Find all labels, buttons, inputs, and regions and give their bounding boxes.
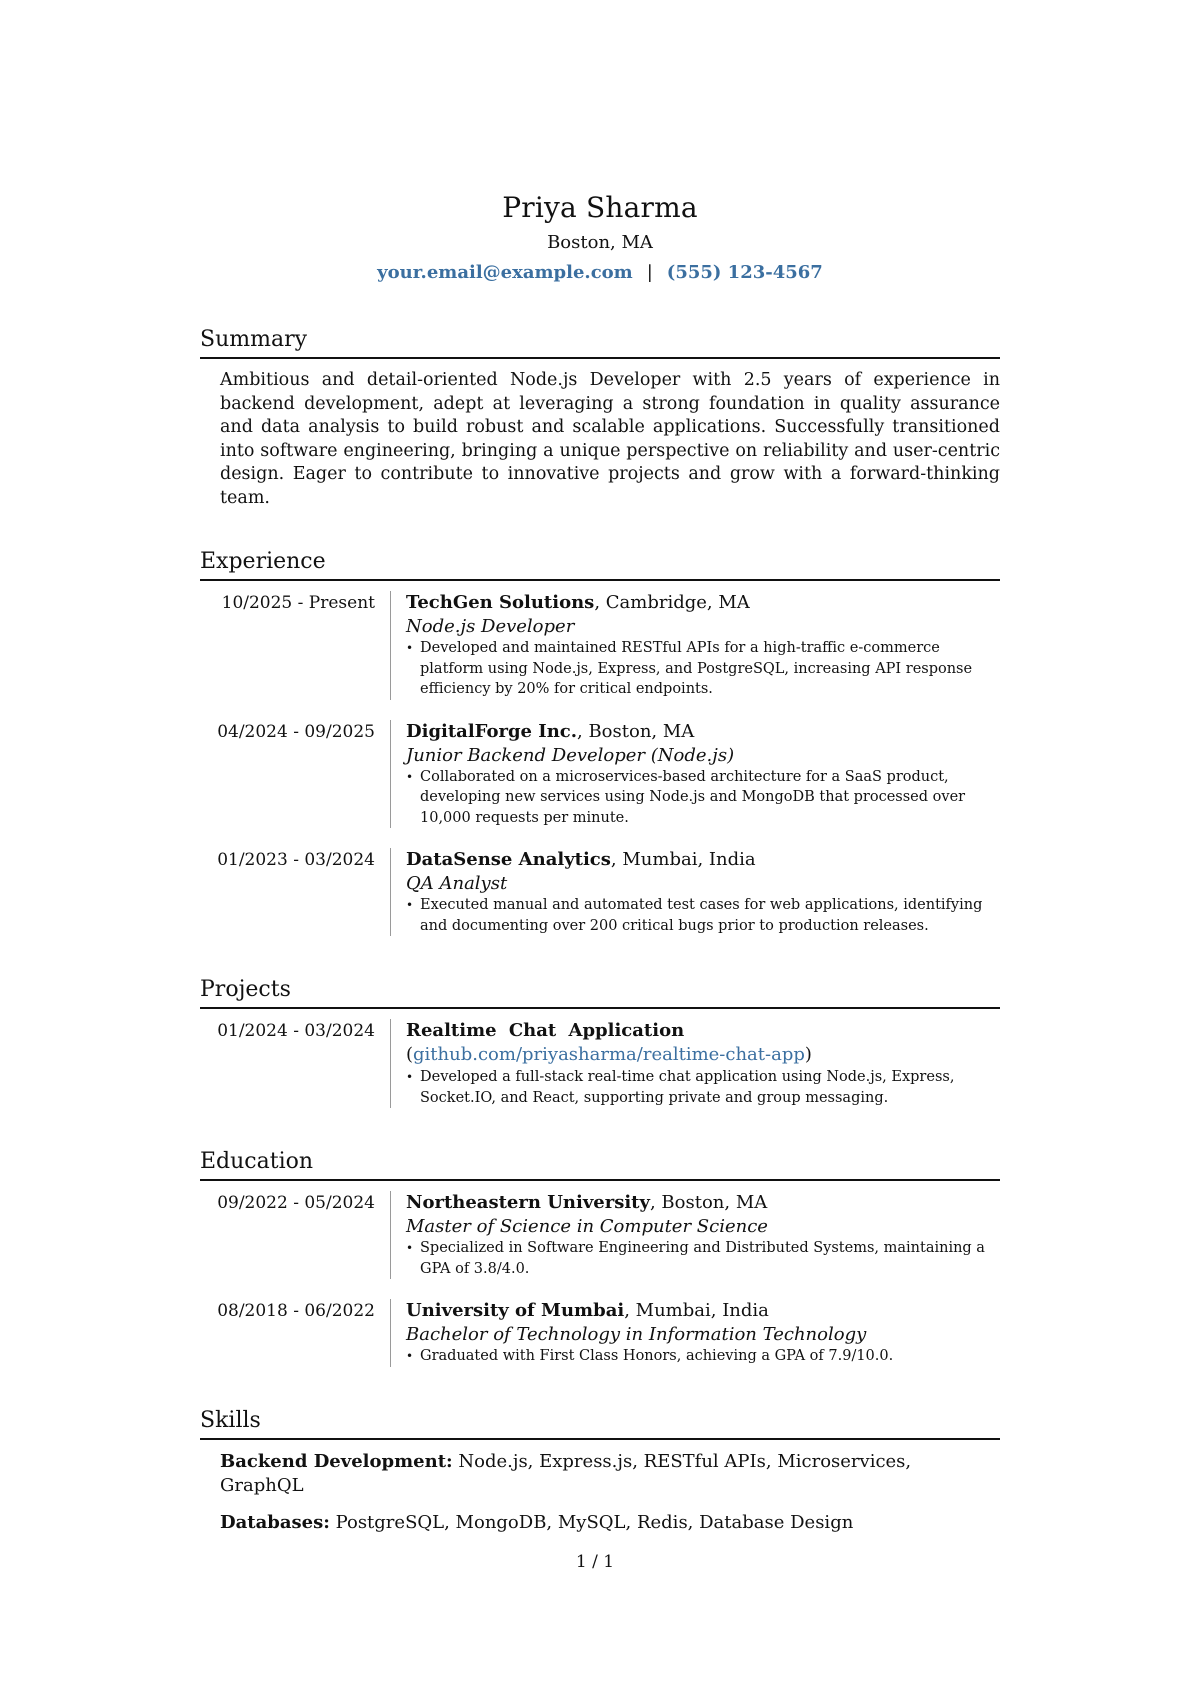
education-list [200, 1191, 1000, 1367]
entry-content [391, 1019, 1000, 1108]
entry-bullets [406, 638, 1000, 700]
skills-section [200, 1407, 1000, 1535]
phone-link[interactable]: (555) 123-4567 [666, 262, 823, 283]
contact-separator: | [646, 262, 653, 283]
entry-org: Northeastern University [406, 1192, 650, 1213]
entry-bullets [406, 1346, 1000, 1367]
education-entry [200, 1191, 1000, 1279]
project-name: Realtime Chat Application [406, 1020, 685, 1041]
entry-location: , Mumbai, India [610, 849, 756, 870]
skill-row [220, 1450, 1000, 1498]
entry-bullets [406, 895, 1000, 936]
page-number: 1 / 1 [575, 1552, 615, 1572]
skill-value: PostgreSQL, MongoDB, MySQL, Redis, Database Design [329, 1511, 854, 1533]
entry-content [391, 1191, 1000, 1279]
entry-content [391, 591, 1000, 700]
entry-date: 09/2022 - 05/2024 [200, 1191, 391, 1279]
project-paren-open: ( [406, 1044, 414, 1065]
candidate-location: Boston, MA [547, 232, 653, 253]
entry-location: , Boston, MA [649, 1192, 768, 1213]
experience-list [200, 591, 1000, 936]
entry-location: , Cambridge, MA [594, 592, 750, 613]
entry-content [391, 1299, 1000, 1367]
education-section [200, 1148, 1000, 1367]
entry-content [391, 848, 1000, 936]
candidate-name: Priya Sharma [502, 191, 698, 224]
entry-date: 10/2025 - Present [200, 591, 391, 700]
section-title-projects: Projects [200, 976, 1000, 1009]
section-title-education: Education [200, 1148, 1000, 1181]
entry-date: 04/2024 - 09/2025 [200, 720, 391, 829]
entry-role: Master of Science in Computer Science [406, 1216, 768, 1237]
experience-entry [200, 720, 1000, 829]
entry-bullet: • Specialized in Software Engineering and Distributed Systems, maintaining a GPA of 3.8/4.0. [406, 1238, 1000, 1279]
experience-entry [200, 591, 1000, 700]
experience-entry [200, 848, 1000, 936]
project-paren-close: ) [804, 1044, 812, 1065]
entry-org: University of Mumbai [406, 1300, 625, 1321]
skill-value: Node.js, Express.js, RESTful APIs, Microservices, GraphQL [220, 1450, 912, 1496]
entry-date: 01/2023 - 03/2024 [200, 848, 391, 936]
resume-header [200, 190, 1000, 286]
project-entry [200, 1019, 1000, 1108]
entry-org-line [406, 848, 1000, 872]
entry-content [391, 720, 1000, 829]
entry-org: DigitalForge Inc. [406, 720, 578, 742]
entry-role: Junior Backend Developer (Node.js) [406, 744, 735, 766]
projects-list [200, 1019, 1000, 1108]
entry-bullets [406, 767, 1000, 829]
summary-text: Ambitious and detail-oriented Node.js Developer with 2.5 years of experience in backend development, adept at leveraging a strong foundation in quality assurance and data analysis to build robust and scalable applications. Successfully transitioned into software engineering, bringing a unique perspective on reliability and user-centric design. Eager to contribute to innovative projects and grow with a forward-thinking team. [220, 370, 1000, 508]
section-title-summary: Summary [200, 326, 1000, 359]
projects-section [200, 976, 1000, 1108]
project-title-line [406, 1019, 1000, 1067]
skill-label: Databases: [220, 1511, 330, 1533]
contact-line [200, 260, 1000, 286]
entry-org-line [406, 1299, 1000, 1323]
entry-org-line [406, 1191, 1000, 1215]
entry-bullet: • Collaborated on a microservices-based architecture for a SaaS product, developing new services using Node.js and MongoDB that processed over 10,000 requests per minute. [406, 767, 1000, 829]
entry-bullets [406, 1067, 1000, 1108]
resume-page [200, 190, 1000, 1548]
education-entry [200, 1299, 1000, 1367]
entry-org-line [406, 720, 1000, 744]
entry-date: 08/2018 - 06/2022 [200, 1299, 391, 1367]
experience-section [200, 548, 1000, 936]
entry-org: TechGen Solutions [406, 592, 595, 613]
section-title-skills: Skills [200, 1407, 1000, 1440]
email-link[interactable]: your.email@example.com [377, 262, 633, 283]
summary-section [200, 326, 1000, 510]
skill-row [220, 1511, 1000, 1535]
entry-date: 01/2024 - 03/2024 [200, 1019, 391, 1108]
entry-bullet: • Developed a full-stack real-time chat application using Node.js, Express, Socket.IO, and React, supporting private and group messaging. [406, 1067, 1000, 1108]
skills-list [220, 1450, 1000, 1535]
entry-bullet: • Executed manual and automated test cases for web applications, identifying and documenting over 200 critical bugs prior to production releases. [406, 895, 1000, 936]
entry-role: Bachelor of Technology in Information Technology [406, 1324, 867, 1345]
entry-org-line [406, 591, 1000, 615]
entry-bullets [406, 1238, 1000, 1279]
entry-org: DataSense Analytics [406, 849, 611, 870]
entry-location: , Mumbai, India [624, 1300, 769, 1321]
skill-label: Backend Development: [220, 1450, 453, 1472]
entry-location: , Boston, MA [577, 720, 695, 742]
entry-bullet: • Developed and maintained RESTful APIs for a high-traffic e-commerce platform using Node.js, Express, and PostgreSQL, increasing API response efficiency by 20% for critical endpoints. [406, 638, 1000, 700]
entry-role: QA Analyst [406, 873, 508, 894]
entry-role: Node.js Developer [406, 616, 575, 637]
entry-bullet: • Graduated with First Class Honors, achieving a GPA of 7.9/10.0. [406, 1346, 1000, 1367]
section-title-experience: Experience [200, 548, 1000, 581]
project-link[interactable]: github.com/priyasharma/realtime-chat-app [413, 1044, 805, 1065]
